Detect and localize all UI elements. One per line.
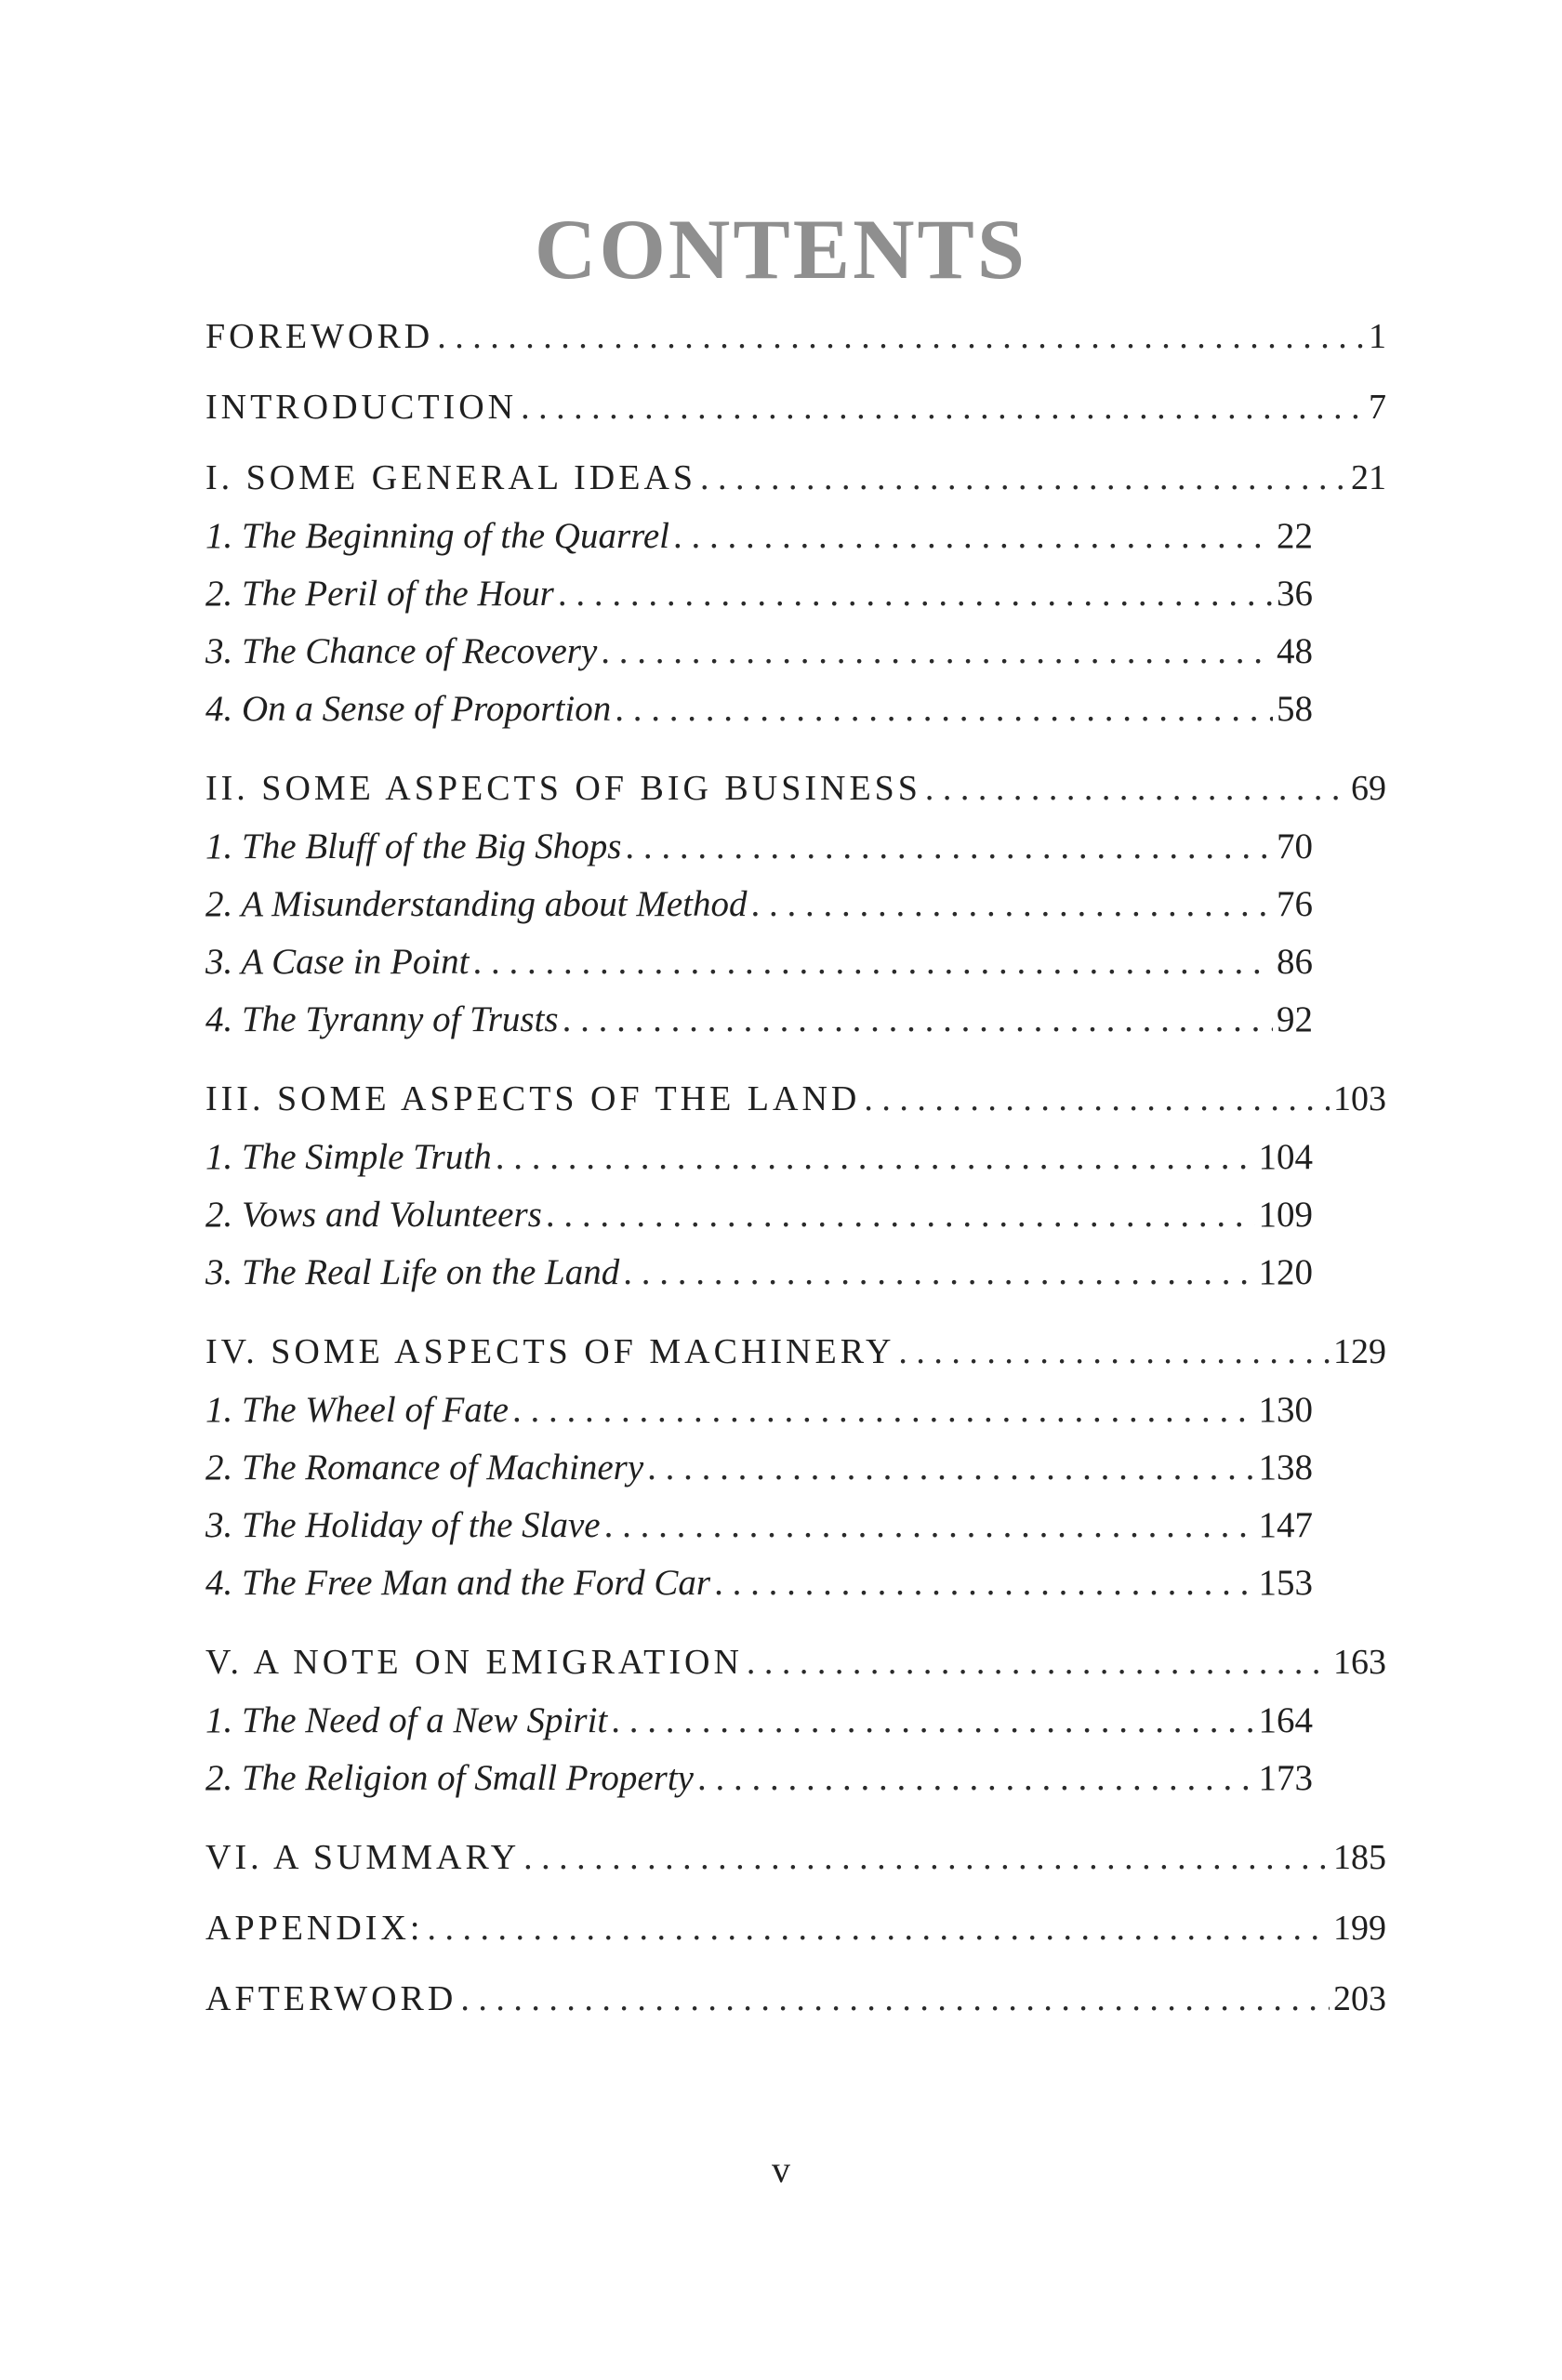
toc-entry-page: 199 xyxy=(1333,1909,1386,1948)
toc-entry-label: 2. The Romance of Machinery xyxy=(205,1448,644,1488)
toc-entry-page: 185 xyxy=(1333,1838,1386,1877)
toc-entry-label: FOREWORD xyxy=(205,317,434,356)
dot-leader xyxy=(750,883,1273,925)
toc-entry-page: 164 xyxy=(1258,1700,1313,1740)
toc-entry-page: 70 xyxy=(1277,826,1313,866)
toc-entry-page: 153 xyxy=(1258,1563,1313,1603)
toc-entry[interactable] xyxy=(205,457,1386,498)
toc-entry[interactable] xyxy=(205,1331,1386,1372)
toc-entry[interactable] xyxy=(205,1136,1313,1178)
toc-entry-page: 103 xyxy=(1333,1079,1386,1118)
dot-leader xyxy=(623,1251,1254,1293)
page-number: v xyxy=(772,2149,790,2190)
toc-entry-page: 104 xyxy=(1258,1137,1313,1177)
toc-entry[interactable] xyxy=(205,1251,1313,1293)
toc-entry[interactable] xyxy=(205,1562,1313,1604)
toc-entry-label: V. A NOTE ON EMIGRATION xyxy=(205,1643,743,1682)
dot-leader xyxy=(460,1978,1330,2019)
toc-entry-label: 1. The Beginning of the Quarrel xyxy=(205,516,670,556)
dot-leader xyxy=(601,630,1273,672)
toc-entry-page: 76 xyxy=(1277,884,1313,924)
toc-entry-page: 173 xyxy=(1258,1758,1313,1798)
toc-entry-page: 36 xyxy=(1277,574,1313,614)
page-title: CONTENTS xyxy=(534,202,1028,297)
toc-entry-page: 203 xyxy=(1333,1979,1386,2018)
toc-entry-label: INTRODUCTION xyxy=(205,388,518,427)
dot-leader xyxy=(615,688,1273,730)
dot-leader xyxy=(563,998,1273,1040)
toc-entry-page: 109 xyxy=(1258,1195,1313,1235)
dot-leader xyxy=(611,1699,1254,1741)
toc-entry[interactable] xyxy=(205,1908,1386,1949)
toc-entry[interactable] xyxy=(205,316,1386,357)
toc-entry-label: 1. The Need of a New Spirit xyxy=(205,1700,608,1740)
toc-entry[interactable] xyxy=(205,515,1313,557)
dot-leader xyxy=(700,457,1347,498)
dot-leader xyxy=(437,316,1365,357)
dot-leader xyxy=(473,941,1274,983)
toc-entry-label: 2. Vows and Volunteers xyxy=(205,1195,542,1235)
toc-entry-page: 86 xyxy=(1277,942,1313,982)
dot-leader xyxy=(647,1447,1254,1488)
toc-entry[interactable] xyxy=(205,387,1386,428)
toc-entry[interactable] xyxy=(205,826,1313,867)
toc-entry[interactable] xyxy=(205,1699,1313,1741)
toc-entry-page: 22 xyxy=(1277,516,1313,556)
toc-entry-page: 7 xyxy=(1369,388,1386,427)
dot-leader xyxy=(512,1389,1255,1431)
toc-entry-label: 3. A Case in Point xyxy=(205,942,470,982)
dot-leader xyxy=(697,1757,1255,1799)
toc-entry-page: 92 xyxy=(1277,999,1313,1039)
toc-entry-label: 2. The Religion of Small Property xyxy=(205,1758,694,1798)
toc-entry-page: 138 xyxy=(1258,1448,1313,1488)
dot-leader xyxy=(558,573,1273,615)
toc-entry[interactable] xyxy=(205,630,1313,672)
toc-entry-page: 147 xyxy=(1258,1505,1313,1545)
toc-entry-label: II. SOME ASPECTS OF BIG BUSINESS xyxy=(205,769,921,808)
dot-leader xyxy=(864,1078,1330,1119)
toc-entry-label: 1. The Simple Truth xyxy=(205,1137,492,1177)
toc-entry-page: 163 xyxy=(1333,1643,1386,1682)
toc-entry-page: 130 xyxy=(1258,1390,1313,1430)
toc-entry-page: 1 xyxy=(1369,317,1386,356)
toc-entry-label: AFTERWORD xyxy=(205,1979,457,2018)
toc-entry[interactable] xyxy=(205,1447,1313,1488)
toc-entry-page: 58 xyxy=(1277,689,1313,729)
toc-entry-label: 3. The Real Life on the Land xyxy=(205,1252,620,1292)
toc-entry[interactable] xyxy=(205,1194,1313,1236)
toc-entry-page: 120 xyxy=(1258,1252,1313,1292)
toc-entry-label: I. SOME GENERAL IDEAS xyxy=(205,458,697,497)
dot-leader xyxy=(604,1504,1255,1546)
toc-entry-page: 129 xyxy=(1333,1332,1386,1371)
toc-entry-page: 69 xyxy=(1351,769,1386,808)
toc-entry[interactable] xyxy=(205,1978,1386,2019)
toc-entry-label: 2. A Misunderstanding about Method xyxy=(205,884,748,924)
toc-entry[interactable] xyxy=(205,1757,1313,1799)
toc-entry[interactable] xyxy=(205,883,1313,925)
dot-leader xyxy=(427,1908,1330,1949)
dot-leader xyxy=(523,1837,1330,1878)
toc-entry[interactable] xyxy=(205,1837,1386,1878)
toc-entry-label: 1. The Bluff of the Big Shops xyxy=(205,826,622,866)
toc-entry[interactable] xyxy=(205,1389,1313,1431)
toc-entry-label: III. SOME ASPECTS OF THE LAND xyxy=(205,1079,861,1118)
dot-leader xyxy=(747,1642,1330,1683)
toc-entry-label: 4. On a Sense of Proportion xyxy=(205,689,612,729)
dot-leader xyxy=(496,1136,1255,1178)
toc-entry[interactable] xyxy=(205,941,1313,983)
toc-entry-label: 1. The Wheel of Fate xyxy=(205,1390,509,1430)
toc-entry-label: 4. The Free Man and the Ford Car xyxy=(205,1563,711,1603)
toc-entry-label: 3. The Holiday of the Slave xyxy=(205,1505,601,1545)
dot-leader xyxy=(925,768,1347,809)
toc-entry-label: APPENDIX: xyxy=(205,1909,424,1948)
dot-leader xyxy=(673,515,1273,557)
dot-leader xyxy=(898,1331,1330,1372)
toc-entry-label: IV. SOME ASPECTS OF MACHINERY xyxy=(205,1332,895,1371)
toc-entry[interactable] xyxy=(205,998,1313,1040)
toc-entry-label: 4. The Tyranny of Trusts xyxy=(205,999,559,1039)
dot-leader xyxy=(625,826,1273,867)
dot-leader xyxy=(546,1194,1255,1236)
toc-entry[interactable] xyxy=(205,688,1313,730)
dot-leader xyxy=(521,387,1365,428)
toc-entry-page: 48 xyxy=(1277,631,1313,671)
toc-entry[interactable] xyxy=(205,1504,1313,1546)
toc-entry[interactable] xyxy=(205,768,1386,809)
toc-entry[interactable] xyxy=(205,573,1313,615)
toc-entry[interactable] xyxy=(205,1078,1386,1119)
toc-entry-page: 21 xyxy=(1351,458,1386,497)
dot-leader xyxy=(714,1562,1254,1604)
toc-entry[interactable] xyxy=(205,1642,1386,1683)
toc-entry-label: 2. The Peril of the Hour xyxy=(205,574,554,614)
toc-entry-label: VI. A SUMMARY xyxy=(205,1838,521,1877)
toc-entry-label: 3. The Chance of Recovery xyxy=(205,631,598,671)
